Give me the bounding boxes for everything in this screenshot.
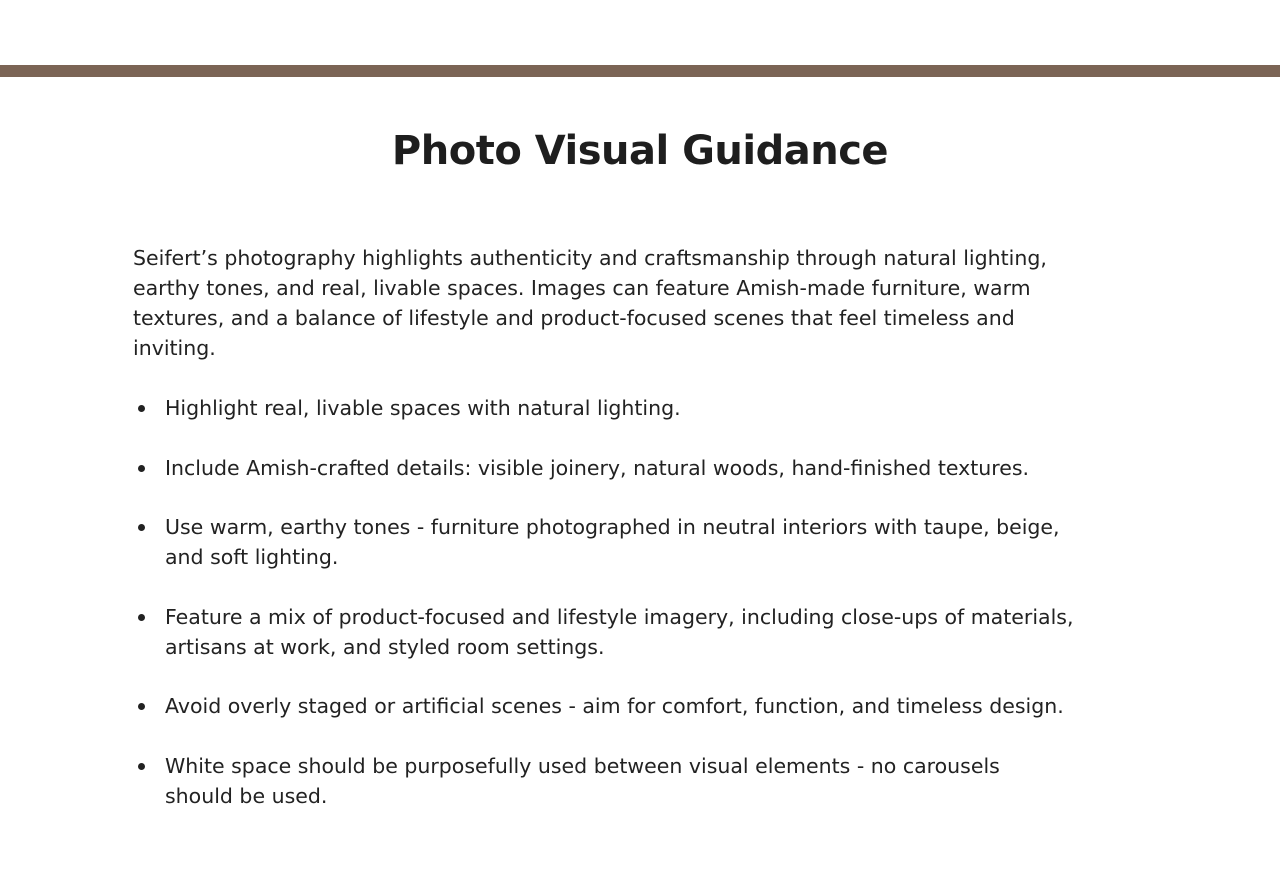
- list-item-text: Feature a mix of product-focused and lifestyle imagery, including close-ups of materials,: [165, 604, 1074, 629]
- bullet-icon: [138, 524, 145, 531]
- bullet-icon: [138, 763, 145, 770]
- guidance-list: [133, 393, 1073, 840]
- intro-line: earthy tones, and real, livable spaces. Images can feature Amish-made furniture, warm: [133, 276, 1031, 300]
- list-item: [133, 512, 1073, 572]
- list-item-text: White space should be purposefully used between visual elements - no carousels: [165, 753, 1000, 778]
- list-item-text: Highlight real, livable spaces with natural lighting.: [165, 396, 681, 420]
- list-item: [133, 602, 1073, 662]
- list-item-text: and soft lighting.: [165, 545, 339, 569]
- intro-line: Seifert’s photography highlights authenticity and craftsmanship through natural lighting,: [133, 246, 1047, 270]
- list-item: [133, 751, 1073, 811]
- list-item: [133, 453, 1073, 483]
- bullet-icon: [138, 614, 145, 621]
- bullet-icon: [138, 405, 145, 412]
- list-item: [133, 393, 1073, 423]
- intro-line: inviting.: [133, 336, 216, 360]
- header-accent-bar: [0, 65, 1280, 77]
- list-item-text: Use warm, earthy tones - furniture photographed in neutral interiors with taupe, beige,: [165, 515, 1060, 539]
- intro-line: textures, and a balance of lifestyle and product-focused scenes that feel timeless and: [133, 306, 1015, 330]
- page-title: Photo Visual Guidance: [391, 128, 889, 174]
- bullet-icon: [138, 703, 145, 710]
- list-item-text: Include Amish-crafted details: visible joinery, natural woods, hand-finished textures.: [165, 455, 1030, 480]
- list-item: [133, 691, 1073, 721]
- intro-paragraph: [133, 243, 1047, 363]
- list-item-text: artisans at work, and styled room settings.: [165, 634, 605, 659]
- list-item-text: Avoid overly staged or artificial scenes - aim for comfort, function, and timeless design.: [165, 694, 1064, 718]
- bullet-icon: [138, 465, 145, 472]
- list-item-text: should be used.: [165, 783, 328, 808]
